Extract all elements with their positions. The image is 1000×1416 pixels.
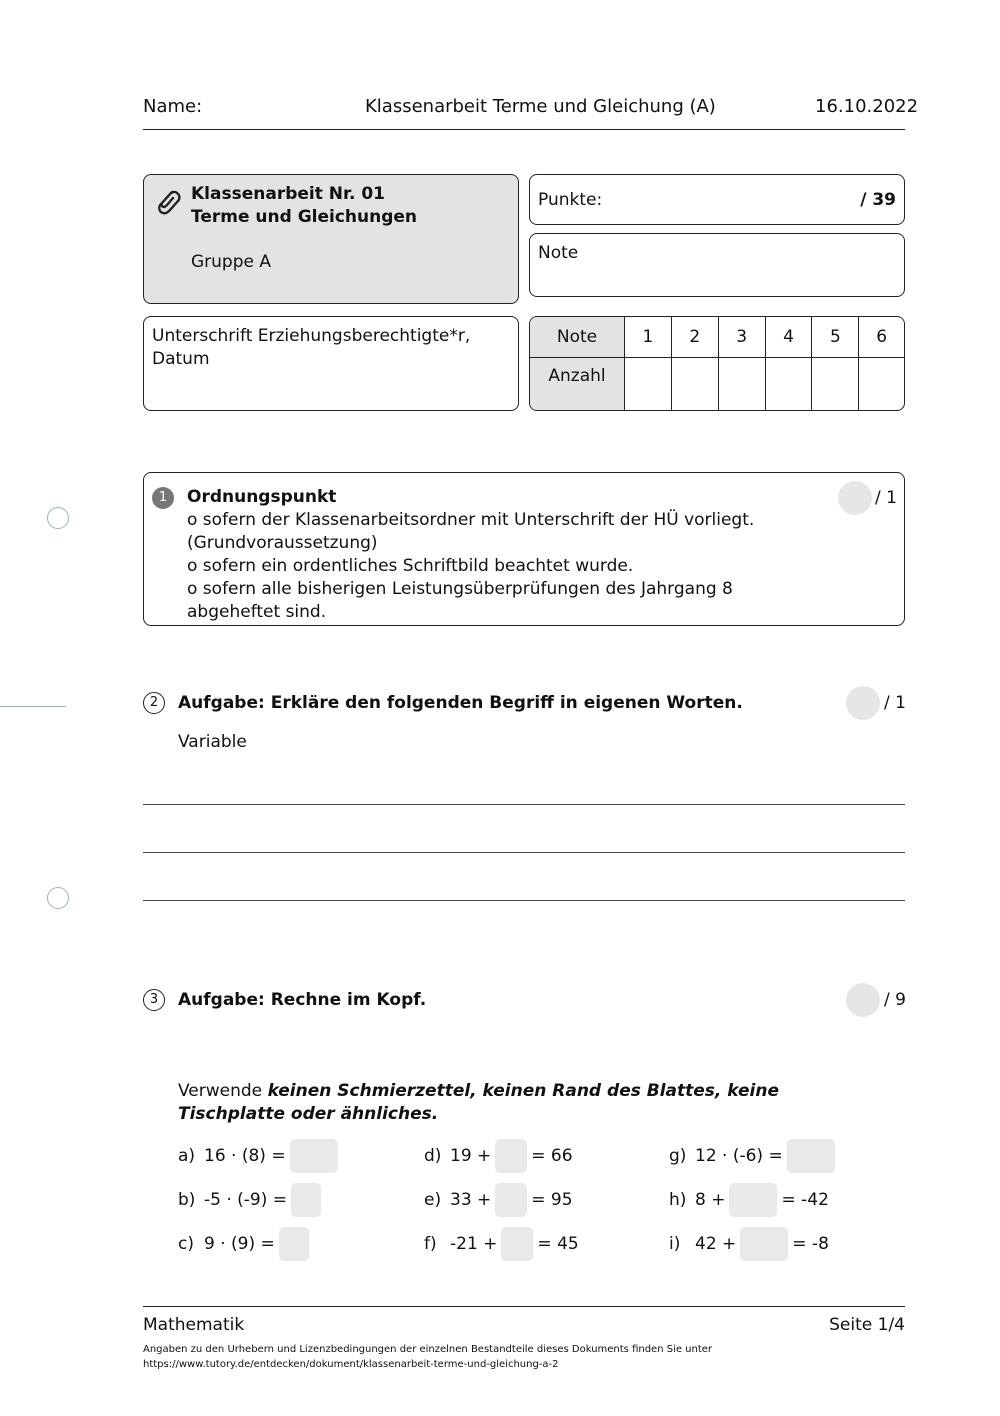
exercise-term: 12 · (-6) = xyxy=(695,1146,783,1166)
exercise-label: c) xyxy=(178,1234,194,1254)
grade-2: 2 xyxy=(671,317,718,357)
answer-line[interactable] xyxy=(143,900,905,901)
exercise-term: -5 · (-9) = xyxy=(204,1190,288,1210)
exercise-term: 8 + xyxy=(695,1190,726,1210)
grade-count-cell[interactable] xyxy=(859,357,904,410)
grade-row-label-note: Note xyxy=(530,317,625,357)
task2-points: / 1 xyxy=(884,693,906,713)
grade-table xyxy=(529,316,905,411)
grade-4: 4 xyxy=(765,317,812,357)
exercise-f xyxy=(424,1227,579,1261)
exam-topic: Terme und Gleichungen xyxy=(191,207,418,227)
exercise-e xyxy=(424,1183,573,1217)
answer-line[interactable] xyxy=(143,852,905,853)
exercise-term: 42 + xyxy=(695,1234,737,1254)
exam-group: Gruppe A xyxy=(191,252,272,272)
grade-count-cell[interactable] xyxy=(765,357,812,410)
task1-line: o sofern der Klassenarbeitsordner mit Unterschrift der HÜ vorliegt. (Grundvoraussetzung) xyxy=(187,510,755,553)
exercise-h xyxy=(669,1183,829,1217)
exercise-d xyxy=(424,1139,573,1173)
score-circle[interactable] xyxy=(846,686,880,720)
answer-field[interactable] xyxy=(787,1139,835,1173)
answer-field[interactable] xyxy=(290,1139,338,1173)
footer-credit: Angaben zu den Urhebern und Lizenzbedingungen der einzelnen Bestandteile dieses Dokuments finden Sie unter xyxy=(143,1344,713,1355)
footer-page: Seite 1/4 xyxy=(829,1315,905,1335)
task3-points: / 9 xyxy=(884,990,906,1010)
score-circle[interactable] xyxy=(846,983,880,1017)
answer-field[interactable] xyxy=(501,1227,533,1261)
task2-term: Variable xyxy=(178,732,247,752)
info-box xyxy=(143,174,519,304)
exercise-result: = -42 xyxy=(781,1190,829,1210)
answer-field[interactable] xyxy=(279,1227,309,1261)
grade-6: 6 xyxy=(859,317,904,357)
points-label: Punkte: xyxy=(538,190,603,210)
exercise-label: a) xyxy=(178,1146,196,1166)
punch-hole-top xyxy=(47,507,69,529)
exercise-label: f) xyxy=(424,1234,437,1254)
grade-count-cell[interactable] xyxy=(671,357,718,410)
exercise-g xyxy=(669,1139,839,1173)
answer-field[interactable] xyxy=(495,1183,527,1217)
grade-count-cell[interactable] xyxy=(625,357,672,410)
exercise-term: 16 · (8) = xyxy=(204,1146,286,1166)
footer-credit-url[interactable]: https://www.tutory.de/entdecken/dokument/klassenarbeit-terme-und-gleichung-a-2 xyxy=(143,1359,559,1370)
task-number-badge: 1 xyxy=(152,487,174,509)
exercise-b xyxy=(178,1183,325,1217)
exercise-label: g) xyxy=(669,1146,687,1166)
exercise-c xyxy=(178,1227,313,1261)
exercise-a xyxy=(178,1139,342,1173)
exercise-i xyxy=(669,1227,829,1261)
points-box xyxy=(529,174,905,225)
task3-instruction xyxy=(178,1080,838,1126)
document-date: 16.10.2022 xyxy=(815,96,919,117)
exercise-label: i) xyxy=(669,1234,681,1254)
task1-points: / 1 xyxy=(875,488,897,508)
grade-1: 1 xyxy=(625,317,672,357)
document-title: Klassenarbeit Terme und Gleichung (A) xyxy=(365,96,716,117)
exercise-result: = 95 xyxy=(531,1190,573,1210)
grade-count-cell[interactable] xyxy=(812,357,859,410)
exam-number: Klassenarbeit Nr. 01 xyxy=(191,184,385,204)
points-total: / 39 xyxy=(860,190,896,210)
task1-box xyxy=(143,472,905,626)
instruction-emphasis: keinen Schmierzettel, keinen Rand des Blattes, keine Tischplatte oder ähnliches. xyxy=(178,1081,779,1124)
exercise-label: b) xyxy=(178,1190,196,1210)
task2-title: Aufgabe: Erkläre den folgenden Begriff in eigenen Worten. xyxy=(178,693,743,713)
task-number-circle: 3 xyxy=(143,989,165,1011)
score-circle[interactable] xyxy=(838,481,872,515)
exercise-label: d) xyxy=(424,1146,442,1166)
exercise-term: 9 · (9) = xyxy=(204,1234,275,1254)
grade-5: 5 xyxy=(812,317,859,357)
footer-subject: Mathematik xyxy=(143,1315,245,1335)
exercise-term: 19 + xyxy=(450,1146,492,1166)
name-label: Name: xyxy=(143,96,203,117)
answer-field[interactable] xyxy=(740,1227,788,1261)
grade-count-cell[interactable] xyxy=(718,357,765,410)
instruction-plain: Verwende xyxy=(178,1081,268,1101)
task-number-circle: 2 xyxy=(143,692,165,714)
footer-rule xyxy=(143,1306,905,1307)
signature-box xyxy=(143,316,519,411)
exercise-result: = 66 xyxy=(531,1146,573,1166)
grade-3: 3 xyxy=(718,317,765,357)
grade-row-label-anzahl: Anzahl xyxy=(530,357,625,410)
task3-title: Aufgabe: Rechne im Kopf. xyxy=(178,990,427,1010)
task1-line: o sofern alle bisherigen Leistungsüberprüfungen des Jahrgang 8 abgeheftet sind. xyxy=(187,579,733,622)
signature-label: Unterschrift Erziehungsberechtigte*r, Datum xyxy=(152,326,471,369)
task1-title: Ordnungspunkt xyxy=(187,487,337,507)
answer-line[interactable] xyxy=(143,804,905,805)
punch-hole-bottom xyxy=(47,887,69,909)
exercise-label: e) xyxy=(424,1190,442,1210)
header-rule xyxy=(143,129,905,130)
exercise-term: -21 + xyxy=(450,1234,498,1254)
task1-line: o sofern ein ordentliches Schriftbild beachtet wurde. xyxy=(187,556,634,576)
note-box xyxy=(529,233,905,297)
answer-field[interactable] xyxy=(495,1139,527,1173)
exercise-label: h) xyxy=(669,1190,687,1210)
answer-field[interactable] xyxy=(291,1183,321,1217)
exercise-term: 33 + xyxy=(450,1190,492,1210)
exercise-result: = 45 xyxy=(537,1234,579,1254)
paperclip-icon xyxy=(154,187,182,221)
note-label: Note xyxy=(538,243,579,263)
exercise-result: = -8 xyxy=(792,1234,829,1254)
answer-field[interactable] xyxy=(729,1183,777,1217)
fold-mark xyxy=(0,706,66,707)
